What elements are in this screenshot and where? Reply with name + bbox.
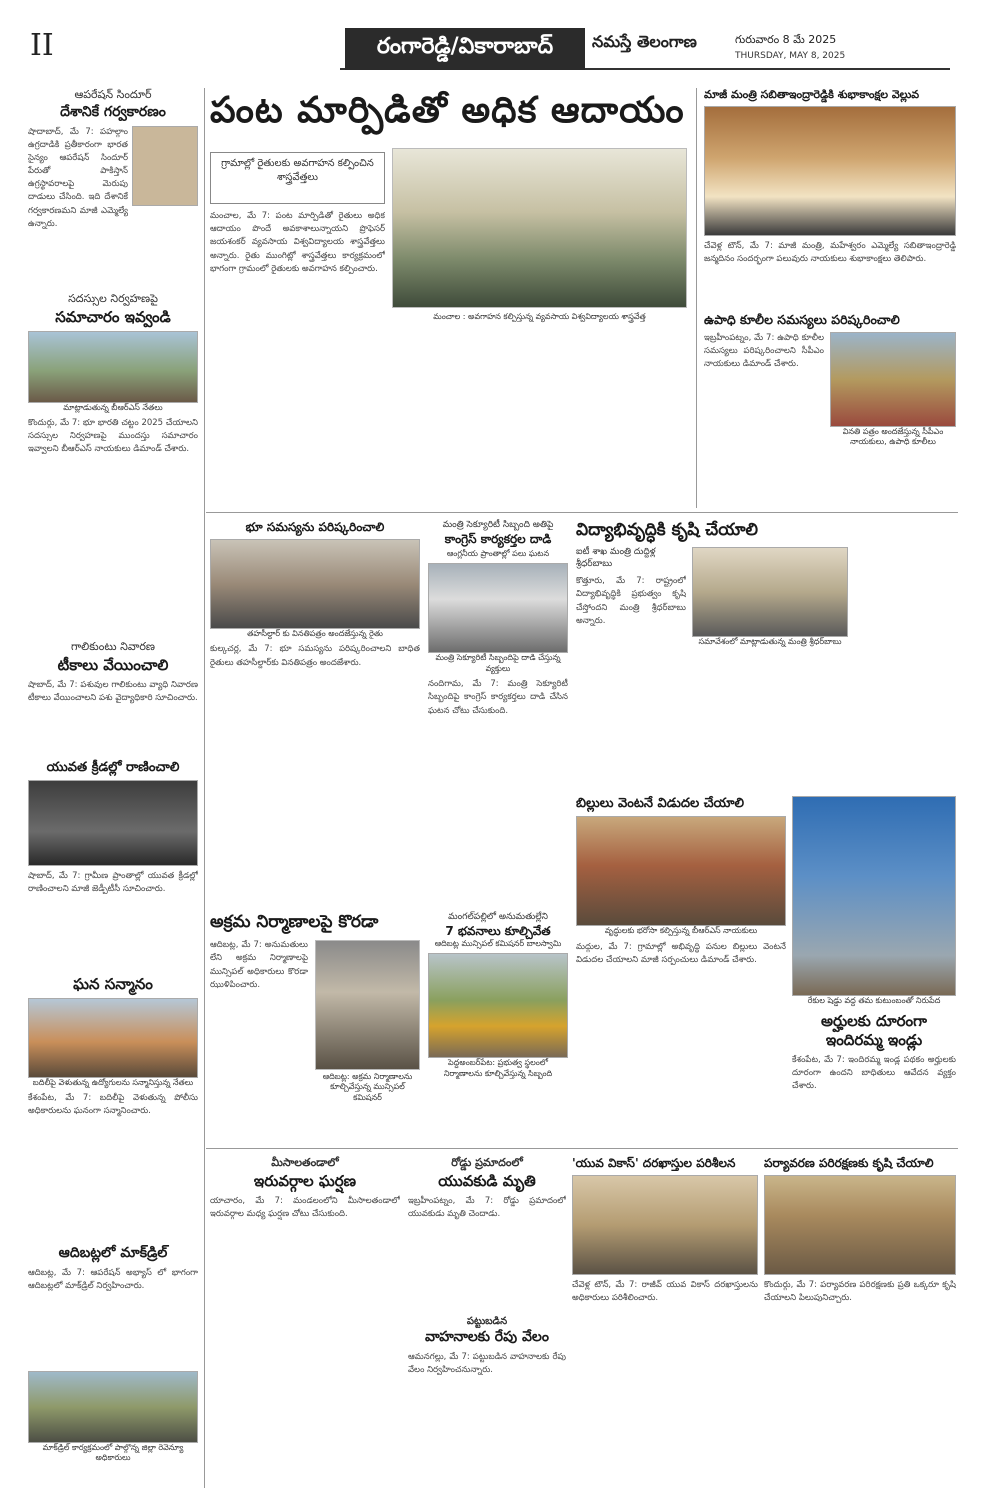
lead-kicker-box (210, 152, 385, 204)
story-kicker: సదస్సుల నిర్వహణపై (68, 292, 158, 305)
story-kicker: మంత్రి సెక్యూరిటీ సిబ్బంది అతిపై (442, 520, 554, 530)
story-title: భూ సమస్యను పరిష్కరించాలి (245, 520, 385, 534)
story-body: చేవెళ్ల టౌన్, మే 7: మాజీ మంత్రి, మహేశ్వరం ఎమ్మెల్యే సబితాఇంద్రారెడ్డి జన్మదినం సందర్భంగా పలువురు నాయకులు శుభాకాంక్షలు తెలిపారు. (704, 240, 956, 264)
date-english: THURSDAY, MAY 8, 2025 (735, 51, 846, 61)
lower-story-7bhavanalu (428, 912, 568, 1079)
story-body: ఆదిబట్ల, మే 7: ఆపరేషన్ అభ్యాస్ లో భాగంగా ఆదిబట్లలో మాక్‌డ్రిల్ నిర్వహించారు. (28, 1267, 198, 1291)
story-yuvatha (28, 760, 198, 970)
brand-name: నమస్తే తెలంగాణ (592, 32, 697, 51)
story-title: అర్హులకు దూరంగా ఇందిరమ్మ ఇండ్లు (821, 1012, 927, 1050)
lead-body-col2 (210, 322, 690, 504)
story-kicker: రోడ్డు ప్రమాదంలో (451, 1156, 523, 1169)
story-body: మద్గుల, మే 7: గ్రామాల్లో అభివృద్ధి పనుల బిల్లులు వెంటనే విడుదల చేయాలని మాజీ సర్పంచులు డిమాండ్ చేశారు. (576, 941, 786, 965)
mid-story-attack (428, 520, 568, 878)
story-kicker: ఆపరేషన్ సిందూర్ (74, 88, 152, 101)
photo-caption: మాక్‌డ్రిల్ కార్యక్రమంలో పాల్గొన్న జిల్లా రెవెన్యూ అధికారులు (42, 1442, 184, 1462)
lead-photo-caption: మంచాల : అవగాహన కల్పిస్తున్న వ్యవసాయ విశ్వవిద్యాలయ శాస్త్రవేత్త (433, 312, 646, 321)
column-divider (696, 88, 697, 508)
felicitation-photo (28, 998, 198, 1078)
right-top-story (704, 88, 956, 308)
story-mockdrill (28, 1245, 198, 1463)
petition-photo (210, 539, 420, 629)
column-divider (204, 88, 205, 1488)
story-body: నందిగామ, మే 7: మంత్రి సెక్యూరిటీ సిబ్బందిపై కాంగ్రెస్ కార్యకర్తలు దాడి చేసిన ఘటన చోటు చేసుకుంది. (428, 679, 568, 716)
plantation-photo (764, 1175, 956, 1275)
mockdrill-photo (28, 1371, 198, 1443)
story-title: మాజీ మంత్రి సబితాఇంద్రారెడ్డికి శుభాకాంక్షల వెల్లువ (704, 88, 920, 101)
story-body: ఇబ్రహీంపట్నం, మే 7: ఉపాధి కూలీల సమస్యలు పరిష్కరించాలని సీపీఎం నాయకులు డిమాండ్ చేశారు. (704, 332, 824, 369)
lead-headline: పంట మార్పిడితో అధిక ఆదాయం (210, 90, 685, 131)
photo-caption: ఆదిబట్ల: అక్రమ నిర్మాణాలను కూల్చివేస్తున్న మున్సిపల్ కమిషనర్ (322, 1072, 413, 1102)
story-kicker: గాలికుంటు నివారణ (71, 640, 155, 653)
story-title: యువకుడి మృతి (438, 1172, 536, 1190)
office-photo (572, 1175, 758, 1275)
story-body: కుల్కచర్ల, మే 7: భూ సమస్యను పరిష్కరించాలని బాధిత రైతులు తహసీల్దార్‌కు వినతిపత్రం అందజేశారు. (210, 644, 420, 668)
photo-caption: మాట్లాడుతున్న బీఆర్ఎస్ నేతలు (63, 402, 163, 412)
story-body: ఇబ్రహీంపట్నం, మే 7: రోడ్డు ప్రమాదంలో యువకుడు మృతి చెందాడు. (408, 1195, 566, 1219)
story-subhead: ఆదిబట్ల మున్సిపల్ కమిషనర్ బాలస్వామి (434, 939, 562, 948)
lower-story-indiramma (792, 796, 956, 1194)
story-kicker: ఐటీ శాఖ మంత్రి దుద్దిళ్ల శ్రీధర్‌బాబు (576, 547, 656, 570)
section-divider (206, 1148, 958, 1149)
section-divider (206, 512, 958, 513)
photo-caption: వృద్ధులకు భరోసా కల్పిస్తున్న బీఆర్ఎస్ నాయకులు (604, 926, 758, 936)
story-operation-sindoor (28, 88, 198, 276)
lead-body-col1: మంచాల, మే 7: పంట మార్పిడితో రైతులు అధిక ఆదాయం పొందే అవకాశాలున్నాయని ప్రొఫెసర్ జయశంకర్ వ్యవసాయ విశ్వవిద్యాలయ శాస్త్రవేత్తలు అన్నారు. రైతు ముంగిట్లో శాస్త్రవేత్తలు కార్యక్రమంలో భాగంగా గ్రామంలో రైతులకు అవగాహన కల్పించారు. (210, 211, 385, 274)
story-tikalu (28, 640, 198, 759)
story-title: ఉపాధి కూలీల సమస్యలు పరిష్కరించాలి (704, 312, 900, 327)
mid-story-vidya (576, 520, 848, 735)
story-body: కొత్తూరు, మే 7: రాష్ట్రంలో విద్యాభివృద్ధికి ప్రభుత్వం కృషి చేస్తోందని మంత్రి శ్రీధర్‌బాబు అన్నారు. (576, 576, 686, 626)
elderly-photo (576, 816, 786, 926)
bottom-story-auction (408, 1315, 566, 1461)
bottom-story-yuva-vikas (572, 1156, 758, 1479)
sports-photo (28, 780, 198, 866)
photo-caption: మంత్రి సెక్యూరిటీ సిబ్బందిపై దాడి చేస్తున్న వ్యక్తులు (435, 653, 561, 673)
story-body: కొందుర్గు, మే 7: భూ భారతి చట్టం 2025 చేయాలని సదస్సుల నిర్వహణపై ముందస్తు సమాచారం ఇవ్వాలని బీఆర్ఎస్ నాయకులు డిమాండ్ చేశారు. (28, 418, 198, 455)
story-title: బిల్లులు వెంటనే విడుదల చేయాలి (576, 796, 745, 811)
story-title: వాహనాలకు రేపు వేలం (425, 1329, 549, 1345)
photo-caption: తహసీల్దార్ కు వినతిపత్రం అందజేస్తున్న రైతు (247, 629, 383, 638)
mid-story-bhoo (210, 520, 420, 893)
story-title: విద్యాభివృద్ధికి కృషి చేయాలి (576, 520, 758, 540)
photo-caption: పెద్దఅంబర్‌పేట: ప్రభుత్వ స్థలంలో నిర్మాణాలను కూల్చివేస్తున్న సిబ్బంది (443, 1058, 553, 1078)
photo-caption: రేకుల షెడ్డు వద్ద తమ కుటుంబంతో నిరుపేద (807, 996, 941, 1005)
page-number: II (30, 28, 54, 63)
story-body: కొందుర్గు, మే 7: పర్యావరణ పరిరక్షణకు ప్రతి ఒక్కరూ కృషి చేయాలని పిలుపునిచ్చారు. (764, 1280, 956, 1304)
meeting-photo (692, 547, 848, 637)
story-title: 7 భవనాలు కూల్చివేత (445, 924, 551, 938)
story-title: ఇరువర్గాల ఘర్షణ (253, 1172, 357, 1190)
page-header (0, 0, 981, 80)
story-title: కాంగ్రెస్ కార్యకర్తల దాడి (444, 532, 552, 546)
story-subhead: ఆంగ్లనీయ ప్రాంతాల్లో పలు ఘటన (446, 549, 550, 558)
demolition-photo (315, 940, 420, 1070)
photo-caption: సమావేశంలో మాట్లాడుతున్న మంత్రి శ్రీధర్‌బాబు (698, 637, 842, 647)
story-title: టీకాలు వేయించాలి (57, 656, 169, 674)
photo-caption: వినతి పత్రం అందజేస్తున్న సీపీఎం నాయకులు, ఉపాధి కూలీలు (842, 426, 944, 447)
story-kicker: మీసాలతండాలో (271, 1156, 339, 1169)
story-body: ఆమనగల్లు, మే 7: పట్టుబడిన వాహనాలకు రేపు వేలం నిర్వహించనున్నారు. (408, 1351, 566, 1375)
story-title: పర్యావరణ పరిరక్షణకు కృషి చేయాలి (764, 1156, 934, 1170)
shed-photo (792, 796, 956, 996)
portrait-photo (132, 126, 198, 206)
lead-kicker: గ్రామాల్లో రైతులకు అవగాహన కల్పించిన శాస్త్రవేత్తలు (221, 158, 374, 183)
story-title: అక్రమ నిర్మాణాలపై కొరడా (210, 912, 379, 932)
left-column (28, 88, 198, 276)
right-mid-story (704, 312, 956, 502)
bottom-story-accident (408, 1156, 566, 1305)
group-photo (28, 331, 198, 403)
story-body: షాబాద్, మే 7: గ్రామీణ ప్రాంతాల్లో యువత క్రీడల్లో రాణించాలని మాజీ జెడ్పీటీసీ సూచించారు. (28, 871, 198, 895)
story-title: ఘన సన్మానం (73, 975, 153, 993)
story-body: చేవెళ్ల టౌన్, మే 7: రాజీవ్ యువ వికాస్ దరఖాస్తులను అధికారులు పరిశీలించారు. (572, 1280, 758, 1304)
story-title: యువత క్రీడల్లో రాణించాలి (46, 760, 180, 775)
lead-story (210, 88, 690, 133)
story-title: ఆదిబట్లలో మాక్‌డ్రిల్ (58, 1245, 168, 1261)
story-ghana-sanmanam (28, 975, 198, 1202)
story-title: సమాచారం ఇవ్వండి (55, 308, 171, 326)
crowd-photo (428, 563, 568, 653)
story-title: 'యువ వికాస్' దరఖాస్తుల పరిశీలన (572, 1156, 736, 1170)
story-samacharam (28, 292, 198, 577)
mid-continued-text (852, 520, 956, 790)
story-body: షాబాద్, మే 7: పశువుల గాలికుంటు వ్యాధి నివారణ టీకాలు వేయించాలని పశు వైద్యాధికారి సూచించారు. (28, 679, 198, 703)
story-body: ఆదిబట్ల, మే 7: అనుమతులు లేని అక్రమ నిర్మాణాలపై మున్సిపల్ అధికారులు కొరడా ఝుళిపించారు. (210, 940, 308, 990)
story-kicker: మంగల్‌పల్లిలో అనుమతుల్లేని (448, 912, 548, 922)
district-title: రంగారెడ్డి/వికారాబాద్ (345, 28, 585, 70)
bottom-story-gharshana (210, 1156, 400, 1465)
lead-photo (392, 148, 687, 308)
bottom-story-paryavaranam (764, 1156, 956, 1479)
bulldozer-photo (428, 953, 568, 1058)
story-kicker: పట్టుబడిన (466, 1316, 508, 1327)
felicitation-photo (704, 106, 956, 236)
date-telugu: గురువారం 8 మే 2025 (735, 33, 837, 46)
story-body: యాచారం, మే 7: మండలంలోని మీసాలతండాలో ఇరువర్గాల మధ్య ఘర్షణ చోటు చేసుకుంది. (210, 1195, 400, 1219)
story-body: కేశంపేట, మే 7: బదిలీపై వెళుతున్న పోలీసు అధికారులను ఘనంగా సన్మానించారు. (28, 1093, 198, 1117)
story-body: కేశంపేట, మే 7: ఇందిరమ్మ ఇండ్ల పథకం అర్హులకు దూరంగా ఉందని బాధితులు ఆవేదన వ్యక్తం చేశారు. (792, 1054, 956, 1092)
photo-caption: బదిలీపై వెళుతున్న ఉద్యోగులను సన్మానిస్తున్న నేతలు (32, 1077, 194, 1087)
story-body: షాదాబాద్, మే 7: పహల్గాం ఉగ్రదాడికి ప్రతీకారంగా భారత సైన్యం ఆపరేషన్ సిందూర్ పేరుతో పాకిస్తాన్ ఉగ్రస్థావరాలపై మెరుపు దాడులు చేసింది. ఇది దేశానికే గర్వకారణమని మాజీ ఎమ్మెల్యే ఉన్నారు. (28, 126, 128, 229)
story-title: దేశానికే గర్వకారణం (60, 104, 166, 120)
workers-photo (830, 332, 956, 427)
